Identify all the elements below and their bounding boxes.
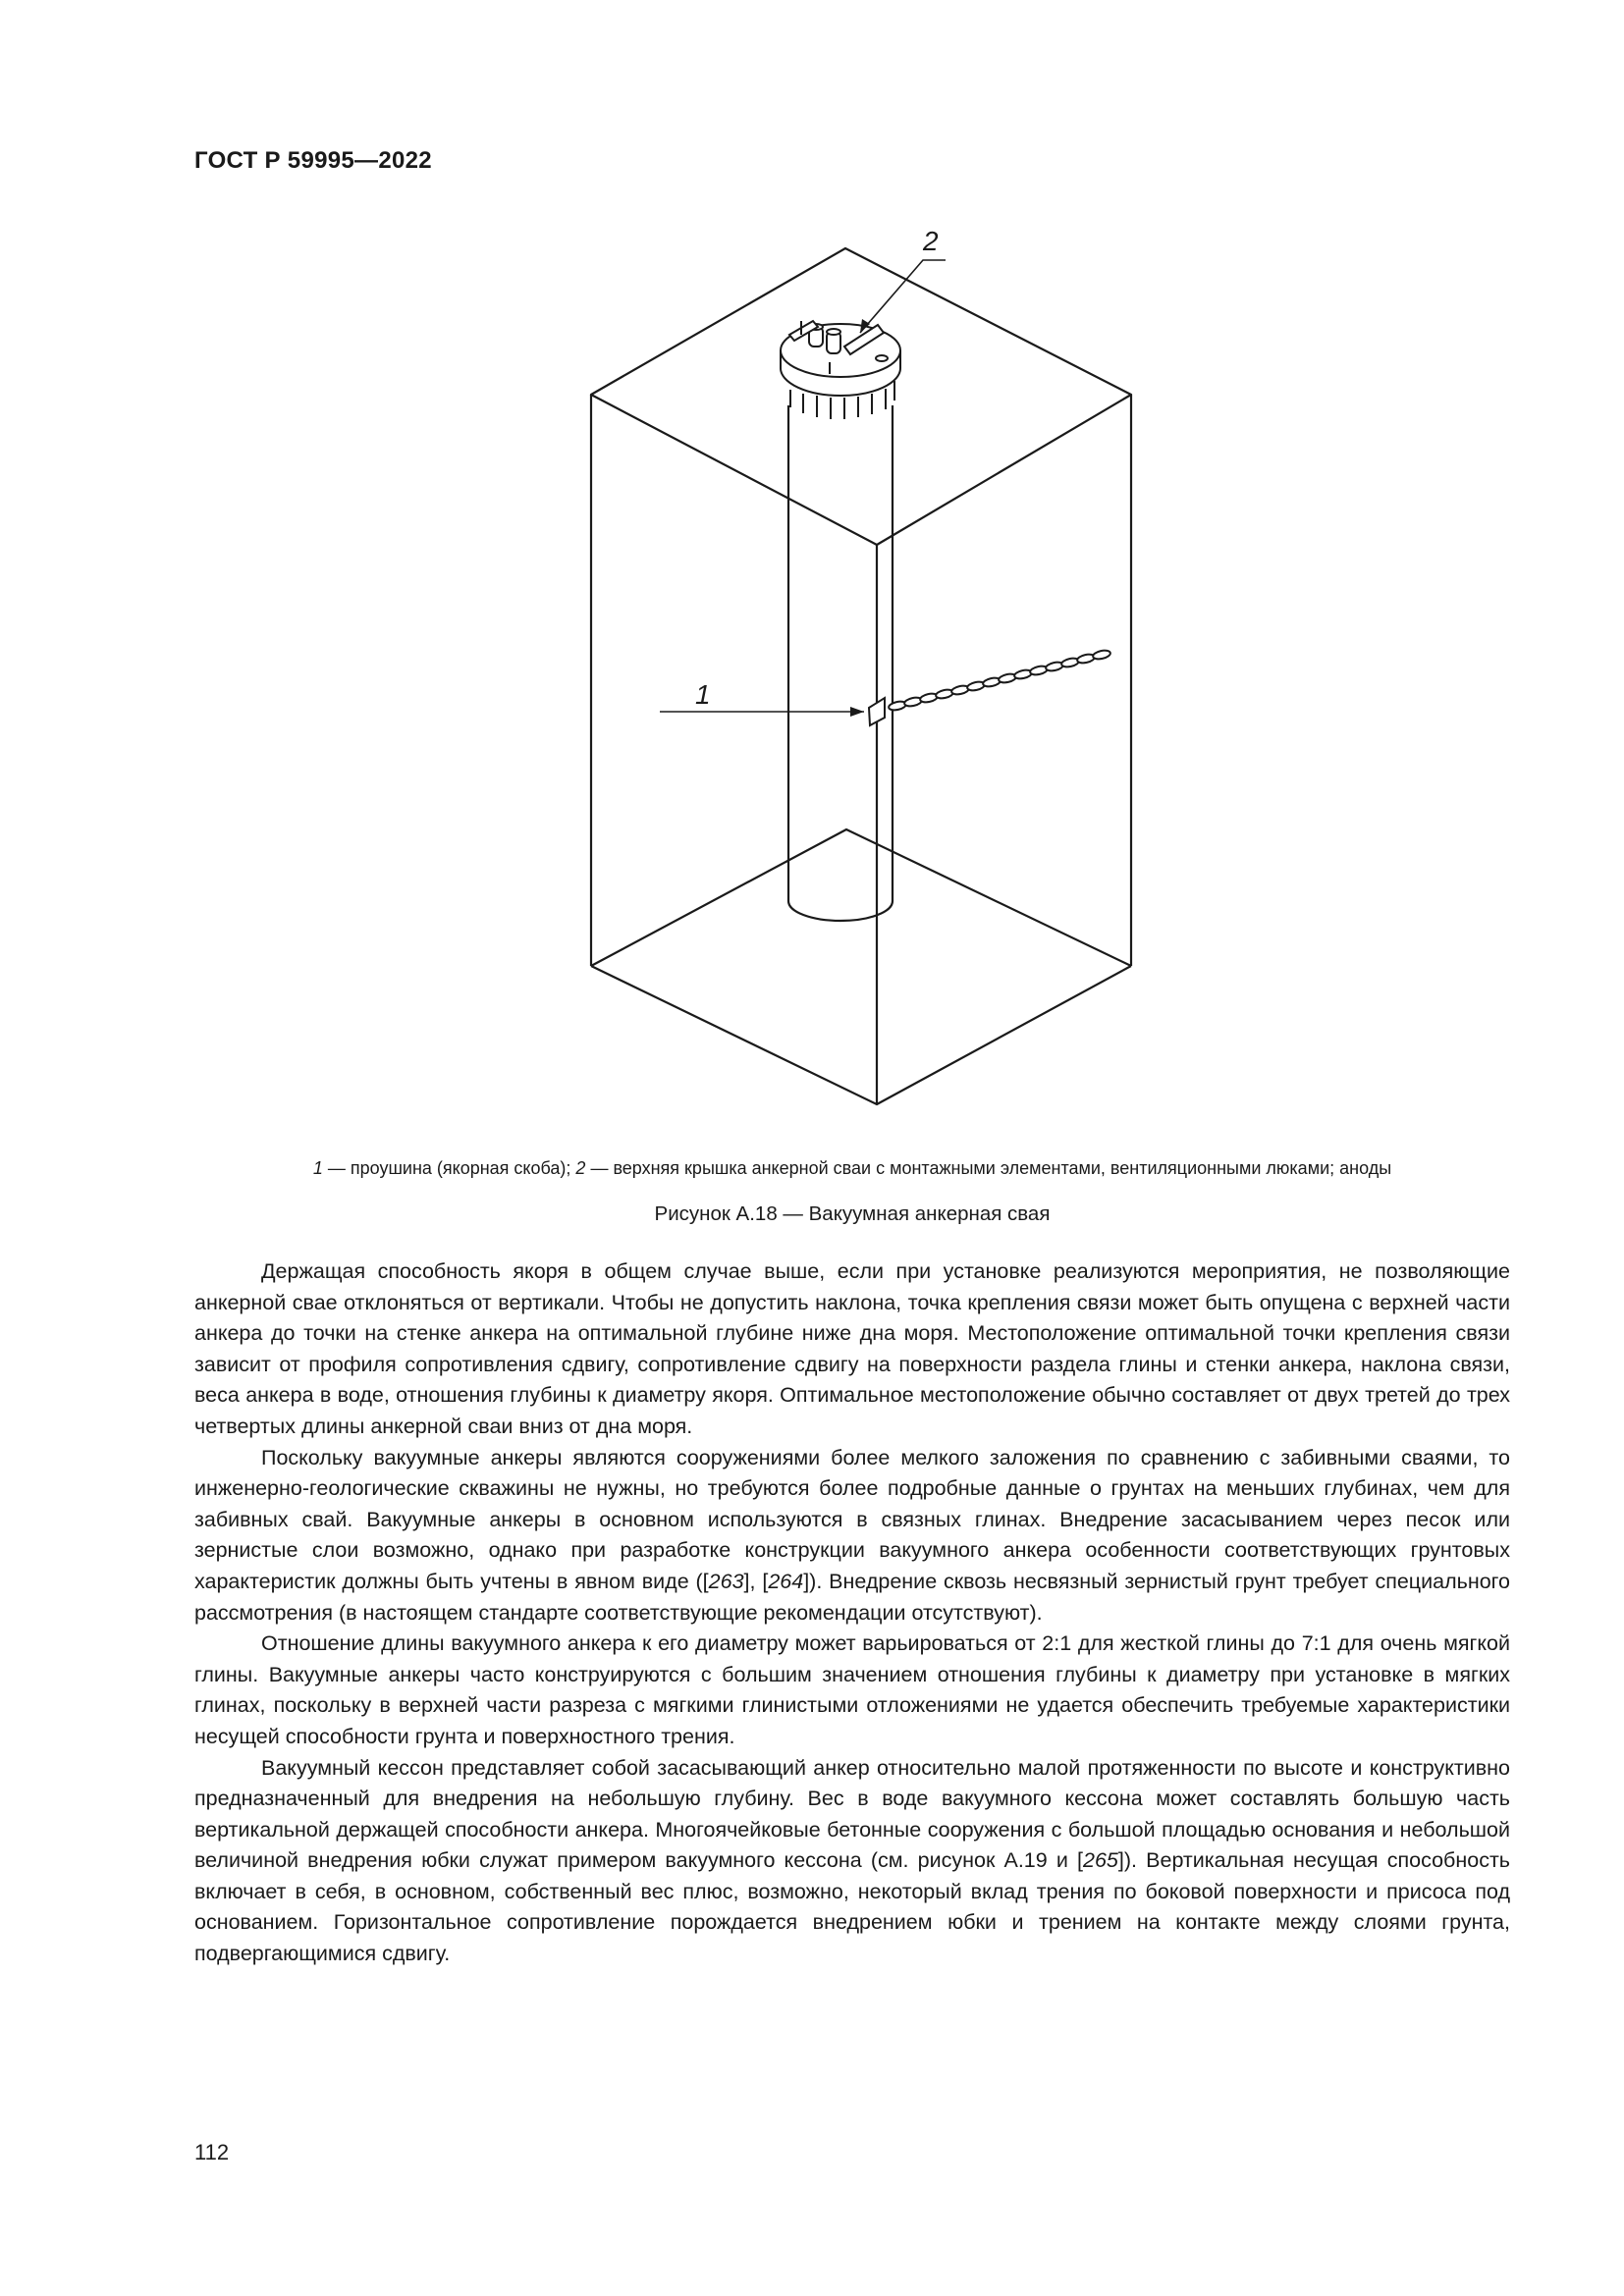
reference-265: 265 — [1083, 1848, 1118, 1873]
reference-263: 263 — [708, 1569, 744, 1593]
padeye-and-chain — [869, 649, 1111, 725]
paragraph-4-part-b: ]). Вертикальная несущая способность включает в себя, в основном, собственный вес плюс, возможно, некоторый вклад трения по боковой поверхности и присоса под основанием. Горизонтальное сопротивление порождается внедрением юбки и трением на контакте между слоями грунта, подвергающимися сдвигу. — [194, 1848, 1510, 1966]
callout-2-label: 2 — [923, 226, 939, 256]
soil-block-top-face — [591, 248, 1131, 545]
figure-legend — [194, 1158, 1510, 1179]
soil-block-bottom-edge — [591, 966, 1131, 1104]
figure-vacuum-anchor-pile — [550, 221, 1139, 1124]
soil-block-floor-edge — [591, 829, 1131, 966]
padeye-icon — [869, 698, 885, 725]
paragraph-2 — [194, 1443, 1510, 1629]
callout-1-label: 1 — [695, 679, 711, 710]
callout-1-arrowhead — [850, 707, 864, 717]
paragraph-2-part-b: ], [ — [743, 1569, 769, 1593]
page-number: 112 — [194, 2140, 230, 2164]
reference-264: 264 — [768, 1569, 804, 1593]
chain-links — [888, 649, 1110, 712]
figure-drawing — [550, 221, 1139, 1124]
paragraph-3: Отношение длины вакуумного анкера к его диаметру может варьироваться от 2:1 для жесткой глины до 7:1 для очень мягкой глины. Вакуумные анкеры часто конструируются с большим значением отношения глубины к диаметру при установке в мягких глинах, поскольку в верхней части разреза с мягкими глинистыми отложениями не удается обеспечить требуемые характеристики несущей способности грунта и поверхностного трения. — [194, 1631, 1510, 1748]
legend-number-2: 2 — [575, 1158, 586, 1178]
paragraph-1: Держащая способность якоря в общем случае выше, если при установке реализуются мероприятия, не позволяющие анкерной свае отклоняться от вертикали. Чтобы не допустить наклона, точка крепления связи может быть опущена с верхней части анкера до точки на стенке анкера на оптимальной глубине ниже дна моря. Местоположение оптимальной точки крепления связи зависит от профиля сопротивления сдвигу, сопротивление сдвигу на поверхности раздела глины и стенки анкера, наклона связи, веса анкера в воде, отношения глубины к диаметру якоря. Оптимальное местоположение обычно составляет от двух третей до трех четвертых длины анкерной сваи вниз от дна моря. — [194, 1259, 1510, 1438]
figure-caption: Рисунок А.18 — Вакуумная анкерная свая — [654, 1202, 1051, 1225]
paragraph-2-part-c: ]). Внедрение сквозь несвязный зернистый грунт требует специального рассмотрения (в настоящем стандарте соответствующие рекомендации отсутствуют). — [194, 1569, 1510, 1625]
body-text — [194, 1256, 1510, 1970]
document-header: ГОСТ Р 59995—2022 — [194, 147, 432, 174]
paragraph-4 — [194, 1753, 1510, 1970]
paragraph-2-part-a: Поскольку вакуумные анкеры являются сооружениями более мелкого заложения по сравнению с забивными сваями, то инженерно-геологические скважины не нужны, но требуются более подробные данные о грунтах на меньших глубинах, чем для забивных свай. Вакуумные анкеры в основном используются в связных глинах. Внедрение засасыванием через песок или зернистые слои возможно, однако при разработке конструкции вакуумного анкера особенности соответствующих грунтовых характеристик должны быть учтены в явном виде ([ — [194, 1445, 1510, 1593]
legend-text-1: — проушина (якорная скоба); — [322, 1158, 576, 1178]
legend-text-2: — верхняя крышка анкерной сваи с монтажными элементами, вентиляционными люками; аноды — [585, 1158, 1392, 1178]
legend-number-1: 1 — [312, 1158, 323, 1178]
paragraph-4-part-a: Вакуумный кессон представляет собой засасывающий анкер относительно малой протяженности по высоте и конструктивно предназначенный для внедрения на небольшую глубину. Вес в воде вакуумного кессона может составлять большую часть вертикальной держащей способности анкера. Многоячейковые бетонные сооружения с большой площадью основания и небольшой величиной внедрения юбки служат примером вакуумного кессона (см. рисунок А.19 и [ — [194, 1755, 1510, 1873]
